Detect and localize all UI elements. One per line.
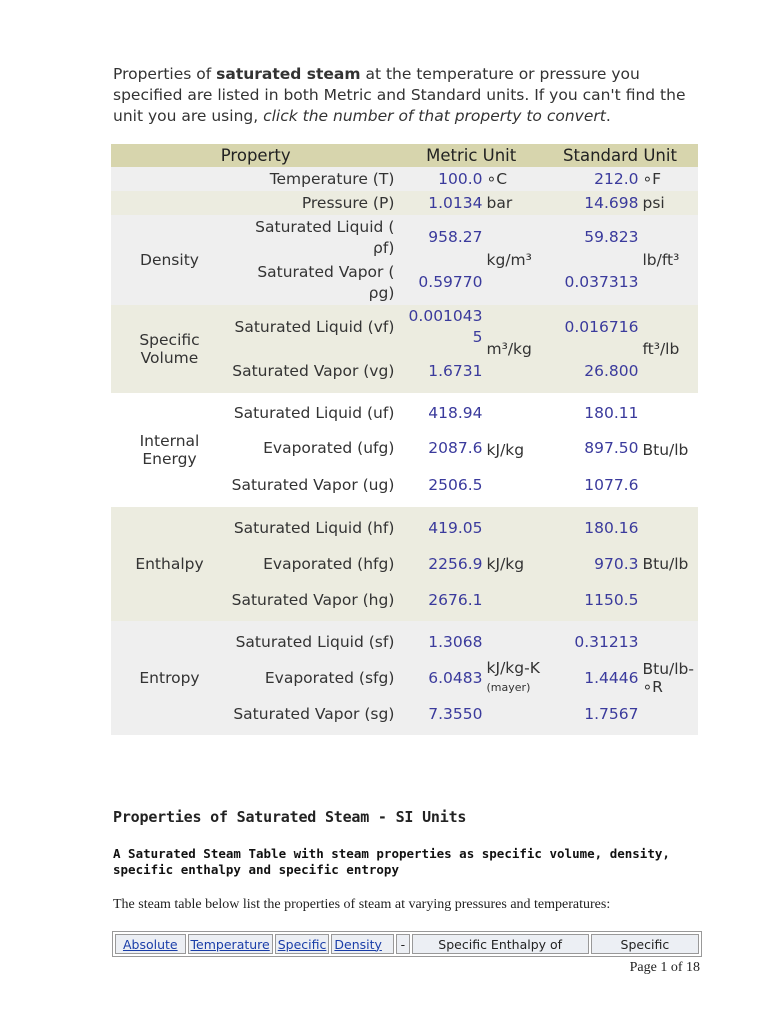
energy-evap-metric[interactable]: 2087.6 bbox=[400, 433, 484, 463]
col-temperature bbox=[188, 934, 273, 954]
col-absolute-link[interactable]: Absolute bbox=[122, 936, 178, 952]
col-density-link[interactable]: Density bbox=[334, 936, 382, 952]
page-number: Page 1 of 18 bbox=[629, 960, 700, 975]
entropy-evap-label: Evaporated (sfg) bbox=[228, 663, 400, 693]
pressure-std-unit: psi bbox=[640, 191, 698, 215]
row-temperature bbox=[111, 167, 698, 191]
col-specific-2: Specific bbox=[591, 934, 699, 954]
energy-liquid-label: Saturated Liquid (uf) bbox=[228, 393, 400, 433]
enthalpy-vapor-std[interactable]: 1150.5 bbox=[542, 579, 641, 621]
temperature-label: Temperature (T) bbox=[111, 167, 400, 191]
volume-metric-unit: m³/kg bbox=[485, 305, 542, 393]
energy-metric-unit: kJ/kg bbox=[485, 393, 542, 507]
steam-properties-table bbox=[111, 144, 698, 735]
entropy-vapor-label: Saturated Vapor (sg) bbox=[228, 693, 400, 735]
intro-text-2: at the temperature or pressure you specified are listed in both Metric and Standard units. If you can't find the unit you are using, bbox=[113, 65, 686, 125]
density-liquid-std[interactable]: 59.823 bbox=[542, 215, 641, 260]
energy-vapor-metric[interactable]: 2506.5 bbox=[400, 463, 484, 507]
entropy-vapor-std[interactable]: 1.7567 bbox=[542, 693, 641, 735]
temperature-metric-value[interactable]: 100.0 bbox=[400, 167, 484, 191]
col-specific bbox=[275, 934, 330, 954]
entropy-evap-std[interactable]: 1.4446 bbox=[542, 663, 641, 693]
row-energy-liquid bbox=[111, 393, 698, 433]
energy-vapor-std[interactable]: 1077.6 bbox=[542, 463, 641, 507]
enthalpy-group-label: Enthalpy bbox=[111, 507, 228, 621]
intro-end: . bbox=[605, 107, 611, 125]
volume-vapor-metric[interactable]: 1.6731 bbox=[400, 349, 484, 393]
intro-bold: saturated steam bbox=[216, 65, 361, 83]
intro-italic: click the number of that property to convert bbox=[263, 107, 606, 125]
intro-text-1: Properties of bbox=[113, 65, 217, 83]
volume-group-label: Specific Volume bbox=[111, 305, 228, 393]
table-header-row bbox=[111, 144, 698, 167]
density-vapor-std[interactable]: 0.037313 bbox=[542, 260, 641, 305]
enthalpy-vapor-label: Saturated Vapor (hg) bbox=[228, 579, 400, 621]
pressure-metric-unit: bar bbox=[485, 191, 542, 215]
entropy-liquid-std[interactable]: 0.31213 bbox=[542, 621, 641, 663]
section-title: Properties of Saturated Steam - SI Units bbox=[113, 808, 467, 826]
energy-evap-label: Evaporated (ufg) bbox=[228, 433, 400, 463]
enthalpy-liquid-label: Saturated Liquid (hf) bbox=[228, 507, 400, 549]
enthalpy-std-unit: Btu/lb bbox=[640, 507, 698, 621]
volume-std-unit: ft³/lb bbox=[640, 305, 698, 393]
section-paragraph: The steam table below list the properties of steam at varying pressures and temperatures: bbox=[113, 897, 611, 912]
volume-vapor-label: Saturated Vapor (vg) bbox=[228, 349, 400, 393]
volume-vapor-std[interactable]: 26.800 bbox=[542, 349, 641, 393]
temperature-std-unit: ∘F bbox=[640, 167, 698, 191]
section-subtitle: A Saturated Steam Table with steam properties as specific volume, density, specific enthalpy and specific entropy bbox=[113, 846, 670, 877]
energy-liquid-metric[interactable]: 418.94 bbox=[400, 393, 484, 433]
volume-liquid-label: Saturated Liquid (vf) bbox=[228, 305, 400, 349]
row-volume-liquid bbox=[111, 305, 698, 349]
col-temperature-link[interactable]: Temperature bbox=[190, 936, 270, 952]
density-std-unit: lb/ft³ bbox=[640, 215, 698, 305]
density-liquid-metric[interactable]: 958.27 bbox=[400, 215, 484, 260]
enthalpy-vapor-metric[interactable]: 2676.1 bbox=[400, 579, 484, 621]
row-pressure bbox=[111, 191, 698, 215]
entropy-evap-metric[interactable]: 6.0483 bbox=[400, 663, 484, 693]
enthalpy-metric-unit: kJ/kg bbox=[485, 507, 542, 621]
intro-paragraph bbox=[113, 64, 703, 127]
entropy-std-unit: Btu/lb-∘R bbox=[640, 621, 698, 735]
pressure-label: Pressure (P) bbox=[111, 191, 400, 215]
energy-group-label: Internal Energy bbox=[111, 393, 228, 507]
volume-liquid-std[interactable]: 0.016716 bbox=[542, 305, 641, 349]
header-standard: Standard Unit bbox=[542, 144, 698, 167]
entropy-metric-unit: kJ/kg-K bbox=[486, 659, 540, 677]
volume-liquid-metric[interactable]: 0.0010435 bbox=[400, 305, 484, 349]
header-metric: Metric Unit bbox=[400, 144, 542, 167]
entropy-liquid-metric[interactable]: 1.3068 bbox=[400, 621, 484, 663]
row-enthalpy-liquid bbox=[111, 507, 698, 549]
entropy-group-label: Entropy bbox=[111, 621, 228, 735]
density-metric-unit: kg/m³ bbox=[485, 215, 542, 305]
entropy-vapor-metric[interactable]: 7.3550 bbox=[400, 693, 484, 735]
entropy-metric-unit-cell bbox=[485, 621, 542, 735]
energy-liquid-std[interactable]: 180.11 bbox=[542, 393, 641, 433]
header-property: Property bbox=[111, 144, 400, 167]
enthalpy-liquid-std[interactable]: 180.16 bbox=[542, 507, 641, 549]
entropy-liquid-label: Saturated Liquid (sf) bbox=[228, 621, 400, 663]
temperature-std-value[interactable]: 212.0 bbox=[542, 167, 641, 191]
enthalpy-liquid-metric[interactable]: 419.05 bbox=[400, 507, 484, 549]
energy-vapor-label: Saturated Vapor (ug) bbox=[228, 463, 400, 507]
col-enthalpy: Specific Enthalpy of bbox=[412, 934, 589, 954]
col-density bbox=[331, 934, 394, 954]
density-vapor-metric[interactable]: 0.59770 bbox=[400, 260, 484, 305]
enthalpy-evap-label: Evaporated (hfg) bbox=[228, 549, 400, 579]
temperature-metric-unit: ∘C bbox=[485, 167, 542, 191]
col-absolute bbox=[115, 934, 186, 954]
steam-table-si-header bbox=[112, 931, 702, 957]
enthalpy-evap-metric[interactable]: 2256.9 bbox=[400, 549, 484, 579]
density-group-label: Density bbox=[111, 215, 228, 305]
pressure-metric-value[interactable]: 1.0134 bbox=[400, 191, 484, 215]
steam-table-si-header-row bbox=[115, 934, 699, 954]
density-vapor-label: Saturated Vapor ( ρg) bbox=[228, 260, 400, 305]
energy-std-unit: Btu/lb bbox=[640, 393, 698, 507]
entropy-metric-note: (mayer) bbox=[486, 681, 531, 694]
row-entropy-liquid bbox=[111, 621, 698, 663]
row-density-liquid bbox=[111, 215, 698, 260]
col-specific-link[interactable]: Specific bbox=[277, 936, 327, 952]
energy-evap-std[interactable]: 897.50 bbox=[542, 433, 641, 463]
enthalpy-evap-std[interactable]: 970.3 bbox=[542, 549, 641, 579]
density-liquid-label: Saturated Liquid ( ρf) bbox=[228, 215, 400, 260]
pressure-std-value[interactable]: 14.698 bbox=[542, 191, 641, 215]
col-dash: - bbox=[396, 934, 410, 954]
